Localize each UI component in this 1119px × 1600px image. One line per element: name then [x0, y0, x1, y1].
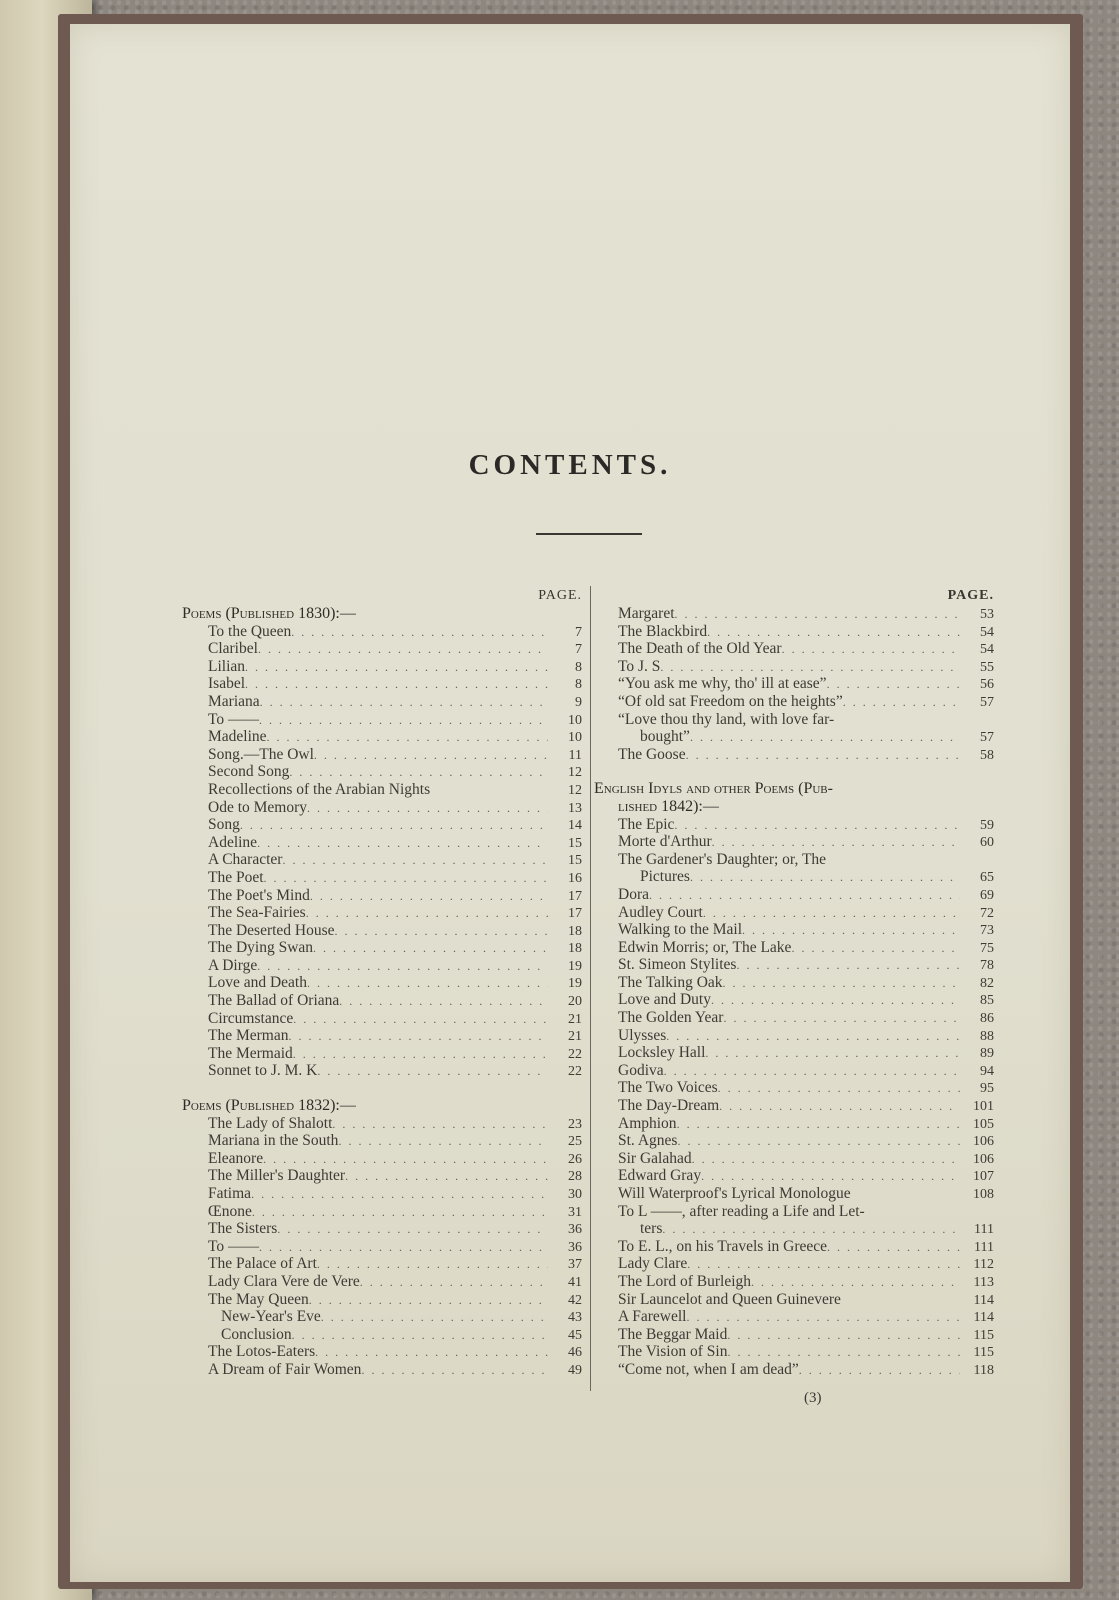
- toc-entry: Pictures . . . 65: [594, 868, 994, 886]
- toc-entry: Love and Duty . . . 85: [594, 991, 994, 1009]
- toc-entry: Conclusion . . . 45: [182, 1326, 582, 1344]
- toc-entry: New-Year's Eve . . . 43: [182, 1308, 582, 1326]
- toc-entry: The Poet . . . 16: [182, 869, 582, 887]
- column-divider: [590, 586, 591, 1391]
- toc-entry: Amphion . . . 105: [594, 1115, 994, 1133]
- toc-entry: The Merman . . . 21: [182, 1027, 582, 1045]
- toc-entry: The Gardener's Daughter; or, The: [618, 850, 827, 868]
- toc-entry: The Beggar Maid . . . 115: [594, 1326, 994, 1344]
- title-rule: [536, 533, 642, 535]
- toc-entry: Sir Launcelot and Queen Guinevere 114: [618, 1290, 994, 1308]
- toc-entry: Love and Death . . . 19: [182, 974, 582, 992]
- toc-entry: The Lotos-Eaters . . . 46: [182, 1343, 582, 1361]
- toc-entry: Dora . . . 69: [594, 886, 994, 904]
- contents-column-right: [594, 587, 994, 1379]
- book-page: [70, 24, 1070, 1582]
- toc-entry: Will Waterproof's Lyrical Monologue 108: [618, 1185, 994, 1202]
- toc-entry: Mariana . . . 9: [182, 693, 582, 711]
- toc-entry: A Character . . . 15: [182, 851, 582, 869]
- toc-entry: The Poet's Mind . . . 17: [182, 887, 582, 905]
- section-heading-1842-cont: lished 1842):—: [618, 797, 719, 815]
- toc-entry: Song.—The Owl . . . 11: [182, 746, 582, 764]
- toc-entry: Fatima . . . 30: [182, 1185, 582, 1203]
- section-heading-1830: Poems (Published 1830):—: [182, 605, 356, 622]
- toc-entry: The Ballad of Oriana . . . 20: [182, 992, 582, 1010]
- toc-entry: The Mermaid . . . 22: [182, 1045, 582, 1063]
- toc-entry: Circumstance . . . 21: [182, 1010, 582, 1028]
- toc-entry: The Epic . . . 59: [594, 816, 994, 834]
- toc-entry: To —— . . . 10: [182, 711, 582, 729]
- toc-entry: The Death of the Old Year . . . 54: [594, 640, 994, 658]
- toc-entry: The Day-Dream . . . 101: [594, 1097, 994, 1115]
- toc-entry: The Two Voices . . . 95: [594, 1079, 994, 1097]
- page-column-header-left: PAGE.: [538, 588, 582, 603]
- toc-entry: Lady Clare . . . 112: [594, 1255, 994, 1273]
- toc-entry: The Vision of Sin . . . 115: [594, 1343, 994, 1361]
- toc-entry: Lilian . . . 8: [182, 658, 582, 676]
- toc-entry: Locksley Hall . . . 89: [594, 1044, 994, 1062]
- toc-entry: Sonnet to J. M. K . . . 22: [182, 1062, 582, 1080]
- toc-entry: Eleanore . . . 26: [182, 1150, 582, 1168]
- toc-entry: The Goose . . . 58: [594, 746, 994, 764]
- page-title: CONTENTS.: [468, 449, 672, 481]
- toc-entry: Morte d'Arthur . . . 60: [594, 833, 994, 851]
- toc-entry: St. Simeon Stylites . . . 78: [594, 956, 994, 974]
- section-heading-1842: English Idyls and other Poems (Pub-: [594, 780, 833, 798]
- toc-entry: A Dirge . . . 19: [182, 957, 582, 975]
- toc-entry: Isabel . . . 8: [182, 675, 582, 693]
- toc-entry: Adeline . . . 15: [182, 834, 582, 852]
- toc-entry: A Farewell . . . 114: [594, 1308, 994, 1326]
- contents-column-left: [182, 587, 582, 1379]
- toc-entry: Lady Clara Vere de Vere . . . 41: [182, 1273, 582, 1291]
- toc-entry: The Lady of Shalott . . . 23: [182, 1115, 582, 1133]
- toc-entry: The Miller's Daughter . . . 28: [182, 1167, 582, 1185]
- toc-entry: The Golden Year . . . 86: [594, 1009, 994, 1027]
- toc-entry: “Love thou thy land, with love far-: [618, 710, 835, 728]
- toc-entry: Ode to Memory . . . 13: [182, 799, 582, 817]
- toc-entry: “You ask me why, tho' ill at ease” . . . 56: [594, 675, 994, 693]
- toc-entry: Walking to the Mail . . . 73: [594, 921, 994, 939]
- toc-entry: Song . . . 14: [182, 816, 582, 834]
- toc-entry: The Blackbird . . . 54: [594, 623, 994, 641]
- toc-entry: A Dream of Fair Women . . . 49: [182, 1361, 582, 1379]
- toc-entry: Godiva . . . 94: [594, 1062, 994, 1080]
- toc-entry: The Dying Swan . . . 18: [182, 939, 582, 957]
- page-folio: (3): [804, 1390, 822, 1406]
- toc-entry: Claribel . . . 7: [182, 640, 582, 658]
- toc-entry: Ulysses . . . 88: [594, 1027, 994, 1045]
- toc-entry: St. Agnes . . . 106: [594, 1132, 994, 1150]
- toc-entry: The May Queen . . . 42: [182, 1291, 582, 1309]
- section-heading-1832: Poems (Published 1832):—: [182, 1097, 356, 1115]
- toc-entry: The Sea-Fairies . . . 17: [182, 904, 582, 922]
- toc-entry: Edwin Morris; or, The Lake . . . 75: [594, 939, 994, 957]
- toc-entry: Madeline . . . 10: [182, 728, 582, 746]
- toc-entry: To the Queen . . . 7: [182, 623, 582, 641]
- toc-entry: Œnone . . . 31: [182, 1203, 582, 1221]
- toc-entry: To L ——, after reading a Life and Let-: [618, 1202, 865, 1220]
- toc-entry: The Deserted House . . . 18: [182, 922, 582, 940]
- toc-entry: The Sisters . . . 36: [182, 1220, 582, 1238]
- toc-entry: To —— . . . 36: [182, 1238, 582, 1256]
- toc-entry: The Talking Oak . . . 82: [594, 974, 994, 992]
- toc-entry: Edward Gray . . . 107: [594, 1167, 994, 1185]
- section-gap: [182, 1080, 582, 1097]
- toc-entry: To J. S . . . 55: [594, 658, 994, 676]
- toc-entry: Second Song . . . 12: [182, 763, 582, 781]
- toc-entry: bought” . . . 57: [594, 728, 994, 746]
- toc-entry: Audley Court . . . 72: [594, 904, 994, 922]
- page-column-header-right: PAGE.: [947, 588, 994, 603]
- toc-entry: “Come not, when I am dead” . . . 118: [594, 1361, 994, 1379]
- toc-entry: Margaret . . . 53: [594, 605, 994, 623]
- toc-entry: Mariana in the South . . . 25: [182, 1132, 582, 1150]
- toc-entry: The Lord of Burleigh . . . 113: [594, 1273, 994, 1291]
- toc-entry: To E. L., on his Travels in Greece . . . 111: [594, 1238, 994, 1256]
- toc-entry: Recollections of the Arabian Nights 12: [208, 780, 582, 798]
- toc-entry: Sir Galahad . . . 106: [594, 1150, 994, 1168]
- toc-entry: The Palace of Art . . . 37: [182, 1255, 582, 1273]
- toc-entry: “Of old sat Freedom on the heights” . . . 57: [594, 693, 994, 711]
- section-gap: [594, 763, 994, 780]
- toc-entry: ters . . . 111: [594, 1220, 994, 1238]
